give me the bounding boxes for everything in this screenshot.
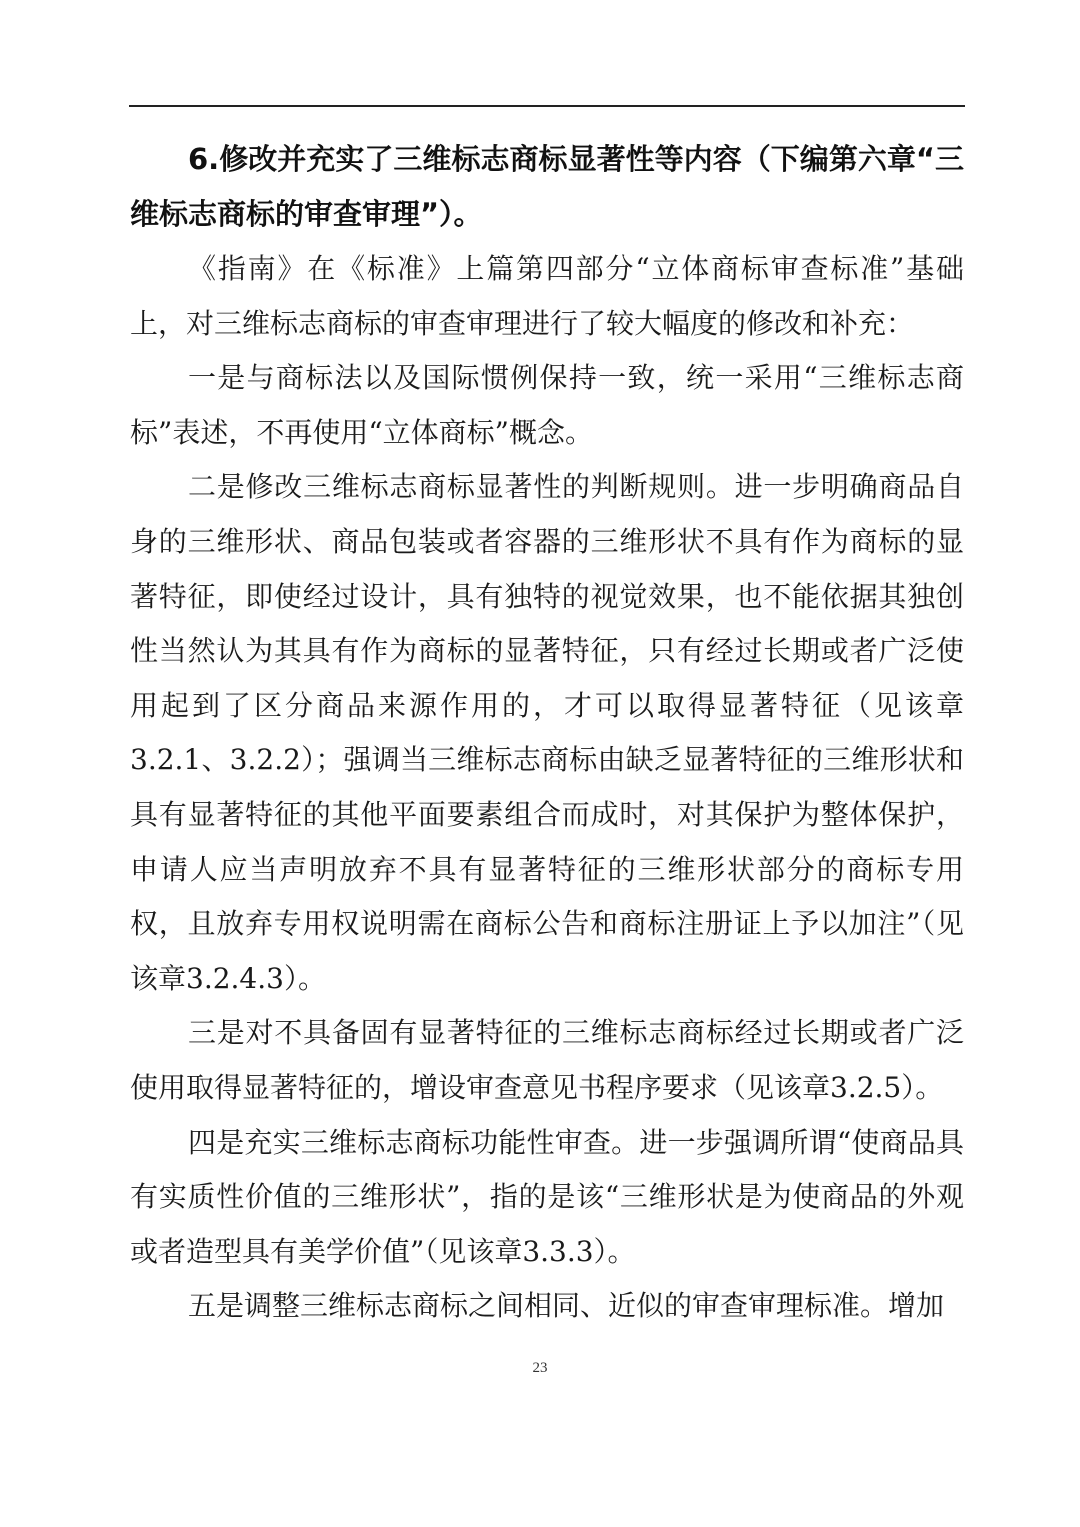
- page-number: 23: [532, 1360, 548, 1376]
- section-heading: 6.修改并充实了三维标志商标显著性等内容（下编第六章“三维标志商标的审查审理”）。: [130, 142, 964, 231]
- paragraph-point-1: 一是与商标法以及国际惯例保持一致，统一采用“三维标志商标”表述，不再使用“立体商标”概念。: [130, 361, 964, 449]
- header-rule: [129, 105, 965, 107]
- paragraph-point-2: 二是修改三维标志商标显著性的判断规则。进一步明确商品自身的三维形状、商品包装或者容器的三维形状不具有作为商标的显著特征，即使经过设计，具有独特的视觉效果，也不能依据其独创性当然认为其具有作为商标的显著特征，只有经过长期或者广泛使用起到了区分商品来源作用的，才可以取得显著特征（见该章3.2.1、3.2.2）；强调当三维标志商标由缺乏显著特征的三维形状和具有显著特征的其他平面要素组合而成时，对其保护为整体保护，申请人应当声明放弃不具有显著特征的三维形状部分的商标专用权，且放弃专用权说明需在商标公告和商标注册证上予以加注”（见该章3.2.4.3）。: [130, 470, 964, 995]
- page-body: [130, 132, 964, 1334]
- paragraph-point-5: 五是调整三维标志商标之间相同、近似的审查审理标准。增加: [188, 1289, 945, 1323]
- paragraph-point-3: 三是对不具备固有显著特征的三维标志商标经过长期或者广泛使用取得显著特征的，增设审查意见书程序要求（见该章3.2.5）。: [130, 1016, 964, 1104]
- paragraph-intro: 《指南》在《标准》上篇第四部分“立体商标审查标准”基础上，对三维标志商标的审查审理进行了较大幅度的修改和补充：: [130, 252, 964, 340]
- paragraph-point-4: 四是充实三维标志商标功能性审查。进一步强调所谓“使商品具有实质性价值的三维形状”，指的是该“三维形状是为使商品的外观或者造型具有美学价值”（见该章3.3.3）。: [130, 1125, 964, 1268]
